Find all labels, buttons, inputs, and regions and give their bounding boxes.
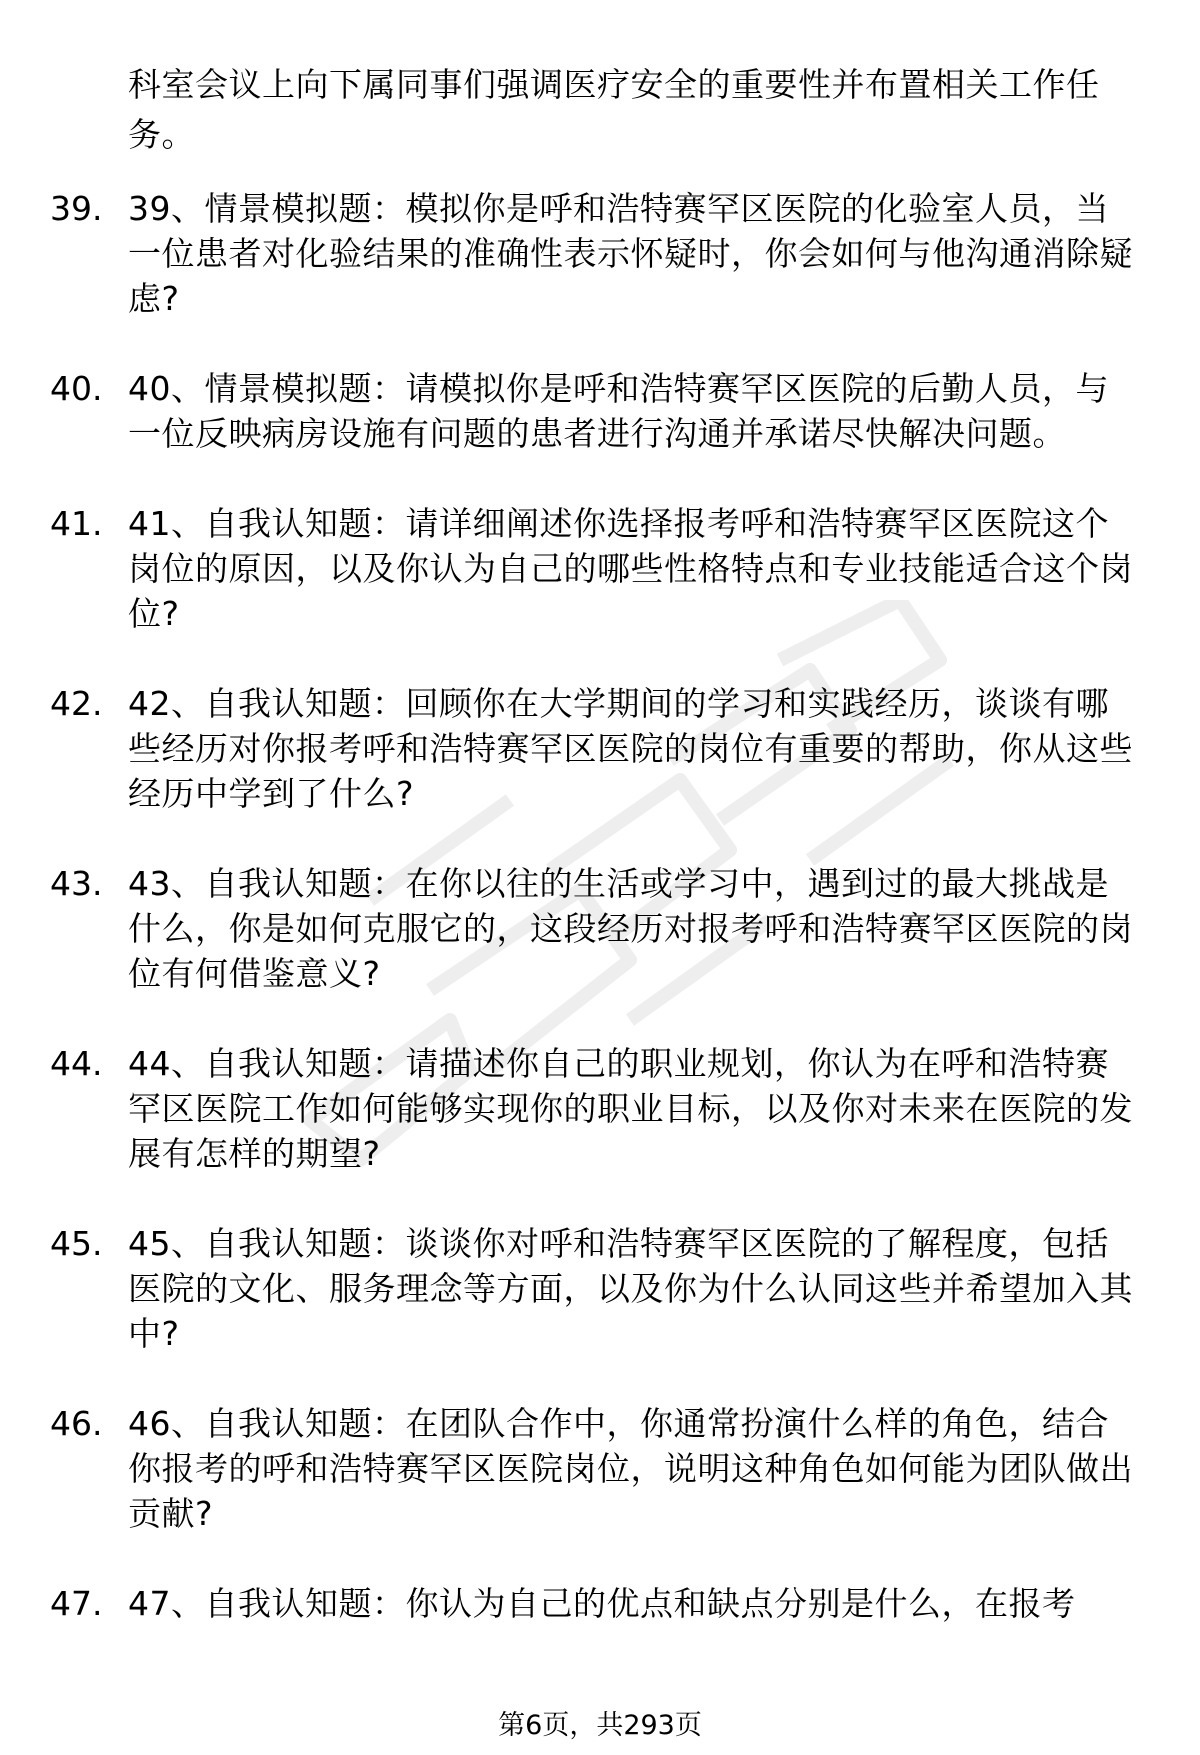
list-item [50, 186, 1150, 321]
question-text: 43、自我认知题：在你以往的生活或学习中，遇到过的最大挑战是什么，你是如何克服它的，这段经历对报考呼和浩特赛罕区医院的岗位有何借鉴意义? [128, 864, 1133, 993]
list-item [50, 681, 1150, 816]
question-number: 44. [50, 1044, 103, 1083]
question-text: 44、自我认知题：请描述你自己的职业规划，你认为在呼和浩特赛罕区医院工作如何能够实现你的职业目标，以及你对未来在医院的发展有怎样的期望? [128, 1044, 1133, 1173]
list-item [50, 366, 1150, 456]
question-number: 47. [50, 1584, 103, 1623]
list-item [50, 1401, 1150, 1536]
list-item [50, 1041, 1150, 1176]
question-list [50, 186, 1150, 1671]
list-item [50, 1221, 1150, 1356]
question-number: 43. [50, 864, 103, 903]
question-number: 45. [50, 1224, 103, 1263]
question-text: 39、情景模拟题：模拟你是呼和浩特赛罕区医院的化验室人员，当一位患者对化验结果的准确性表示怀疑时，你会如何与他沟通消除疑虑? [128, 189, 1133, 318]
question-number: 46. [50, 1404, 103, 1443]
continuation-paragraph: 科室会议上向下属同事们强调医疗安全的重要性并布置相关工作任务。 [128, 65, 1100, 154]
question-text: 40、情景模拟题：请模拟你是呼和浩特赛罕区医院的后勤人员，与一位反映病房设施有问题的患者进行沟通并承诺尽快解决问题。 [128, 369, 1109, 453]
question-number: 39. [50, 189, 103, 228]
question-number: 41. [50, 504, 103, 543]
question-text: 46、自我认知题：在团队合作中，你通常扮演什么样的角色，结合你报考的呼和浩特赛罕区医院岗位，说明这种角色如何能为团队做出贡献? [128, 1404, 1133, 1533]
question-text: 42、自我认知题：回顾你在大学期间的学习和实践经历，谈谈有哪些经历对你报考呼和浩特赛罕区医院的岗位有重要的帮助，你从这些经历中学到了什么? [128, 684, 1133, 813]
list-item [50, 501, 1150, 636]
question-text: 45、自我认知题：谈谈你对呼和浩特赛罕区医院的了解程度，包括医院的文化、服务理念等方面，以及你为什么认同这些并希望加入其中? [128, 1224, 1133, 1353]
question-number: 40. [50, 369, 103, 408]
list-item [50, 861, 1150, 996]
question-text: 47、自我认知题：你认为自己的优点和缺点分别是什么，在报考 [128, 1584, 1076, 1623]
question-number: 42. [50, 684, 103, 723]
question-text: 41、自我认知题：请详细阐述你选择报考呼和浩特赛罕区医院这个岗位的原因，以及你认为自己的哪些性格特点和专业技能适合这个岗位? [128, 504, 1133, 633]
page-footer: 第6页，共293页 [498, 1710, 702, 1741]
list-item [50, 1581, 1150, 1626]
